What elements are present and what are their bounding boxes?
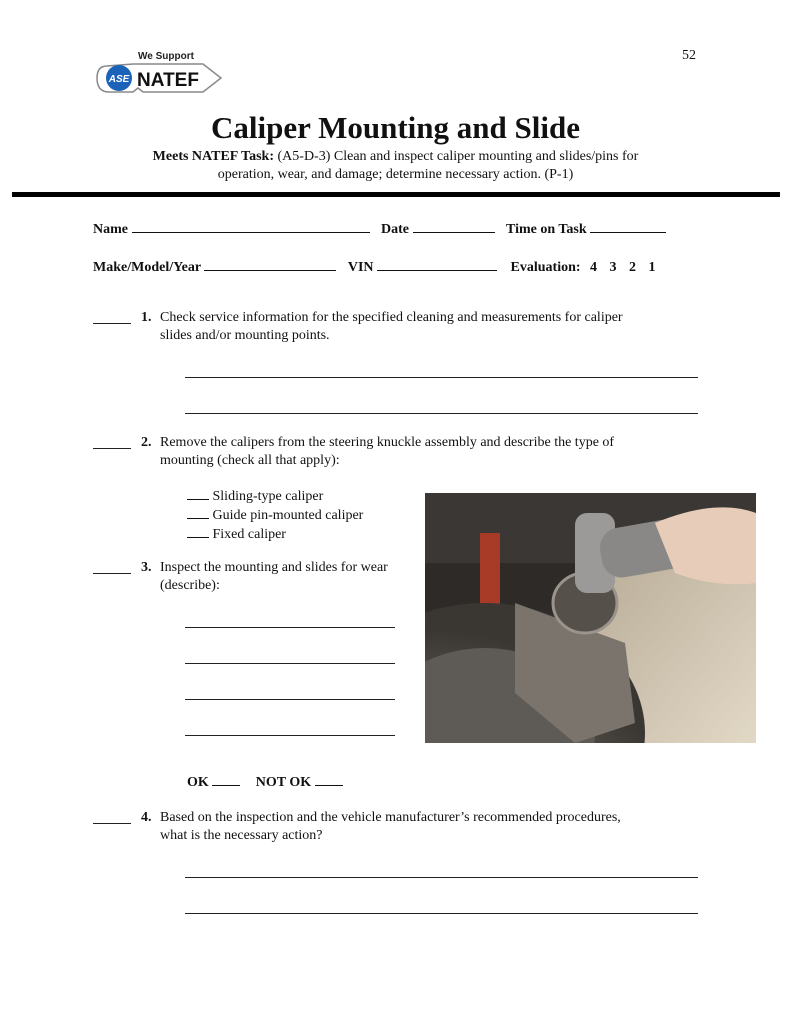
option-sliding: Sliding-type caliper (212, 489, 324, 504)
item-4-text-1: Based on the inspection and the vehicle manufacturer’s recommended procedures, (160, 810, 621, 825)
header-divider (12, 192, 780, 197)
item-3-answer-line[interactable] (185, 735, 395, 736)
item-4-answer-line[interactable] (185, 877, 698, 878)
item-3-check-blank[interactable] (93, 573, 131, 574)
time-on-task-field[interactable] (590, 220, 666, 233)
item-1-text-1: Check service information for the specified cleaning and measurements for caliper (160, 310, 623, 325)
date-label: Date (381, 222, 409, 237)
svg-text:NATEF: NATEF (137, 70, 199, 91)
make-model-year-label: Make/Model/Year (93, 260, 201, 275)
evaluation-label: Evaluation: (510, 260, 581, 275)
vehicle-row (93, 258, 656, 276)
svg-text:ASE: ASE (108, 74, 130, 85)
item-4-text-2: what is the necessary action? (160, 828, 323, 843)
date-field[interactable] (413, 220, 495, 233)
not-ok-label: NOT OK (255, 775, 312, 790)
item-3-answer-line[interactable] (185, 663, 395, 664)
name-field[interactable] (132, 220, 370, 233)
item-1-check-blank[interactable] (93, 323, 131, 324)
item-1-text-2: slides and/or mounting points. (160, 328, 330, 343)
time-on-task-label: Time on Task (506, 222, 587, 237)
ok-not-ok-row (187, 773, 343, 791)
item-3-answer-line[interactable] (185, 699, 395, 700)
page-number: 52 (682, 48, 696, 63)
item-2-text-1: Remove the calipers from the steering knuckle assembly and describe the type of (160, 435, 615, 450)
option-checkbox[interactable] (187, 487, 209, 500)
item-4-check-blank[interactable] (93, 823, 131, 824)
item-2-check-blank[interactable] (93, 448, 131, 449)
score-2[interactable]: 2 (629, 260, 637, 275)
item-2-text-2: mounting (check all that apply): (160, 453, 340, 468)
item-3-text-2: (describe): (160, 578, 220, 593)
ok-label: OK (187, 775, 209, 790)
task-text-2: operation, wear, and damage; determine necessary action. (P-1) (217, 167, 574, 182)
task-label: Meets NATEF Task: (152, 149, 275, 164)
item-4-answer-line[interactable] (185, 913, 698, 914)
name-label: Name (93, 222, 128, 237)
item-3-answer-line[interactable] (185, 627, 395, 628)
item-1-answer-line[interactable] (185, 377, 698, 378)
item-2-number: 2. (141, 435, 152, 450)
page-title: Caliper Mounting and Slide (211, 110, 580, 145)
item-4-number: 4. (141, 810, 152, 825)
score-1[interactable]: 1 (648, 260, 656, 275)
item-1-answer-line[interactable] (185, 413, 698, 414)
make-model-year-field[interactable] (204, 258, 336, 271)
mounting-options (187, 487, 363, 544)
option-guide-pin: Guide pin-mounted caliper (212, 508, 364, 523)
svg-text:We Support: We Support (138, 51, 194, 62)
natef-logo (93, 44, 228, 106)
vin-label: VIN (347, 260, 374, 275)
not-ok-blank[interactable] (315, 773, 343, 786)
option-checkbox[interactable] (187, 506, 209, 519)
item-3-text-1: Inspect the mounting and slides for wear (160, 560, 388, 575)
score-4[interactable]: 4 (590, 260, 598, 275)
option-fixed: Fixed caliper (212, 527, 286, 542)
caliper-grinding-photo (425, 493, 756, 743)
option-checkbox[interactable] (187, 525, 209, 538)
task-line-1 (0, 149, 791, 165)
task-text-1: (A5-D-3) Clean and inspect caliper mounting and slides/pins for (277, 149, 639, 164)
ok-blank[interactable] (212, 773, 240, 786)
item-1-number: 1. (141, 310, 152, 325)
score-3[interactable]: 3 (609, 260, 617, 275)
name-date-row (93, 220, 666, 238)
vin-field[interactable] (377, 258, 497, 271)
item-3-number: 3. (141, 560, 152, 575)
